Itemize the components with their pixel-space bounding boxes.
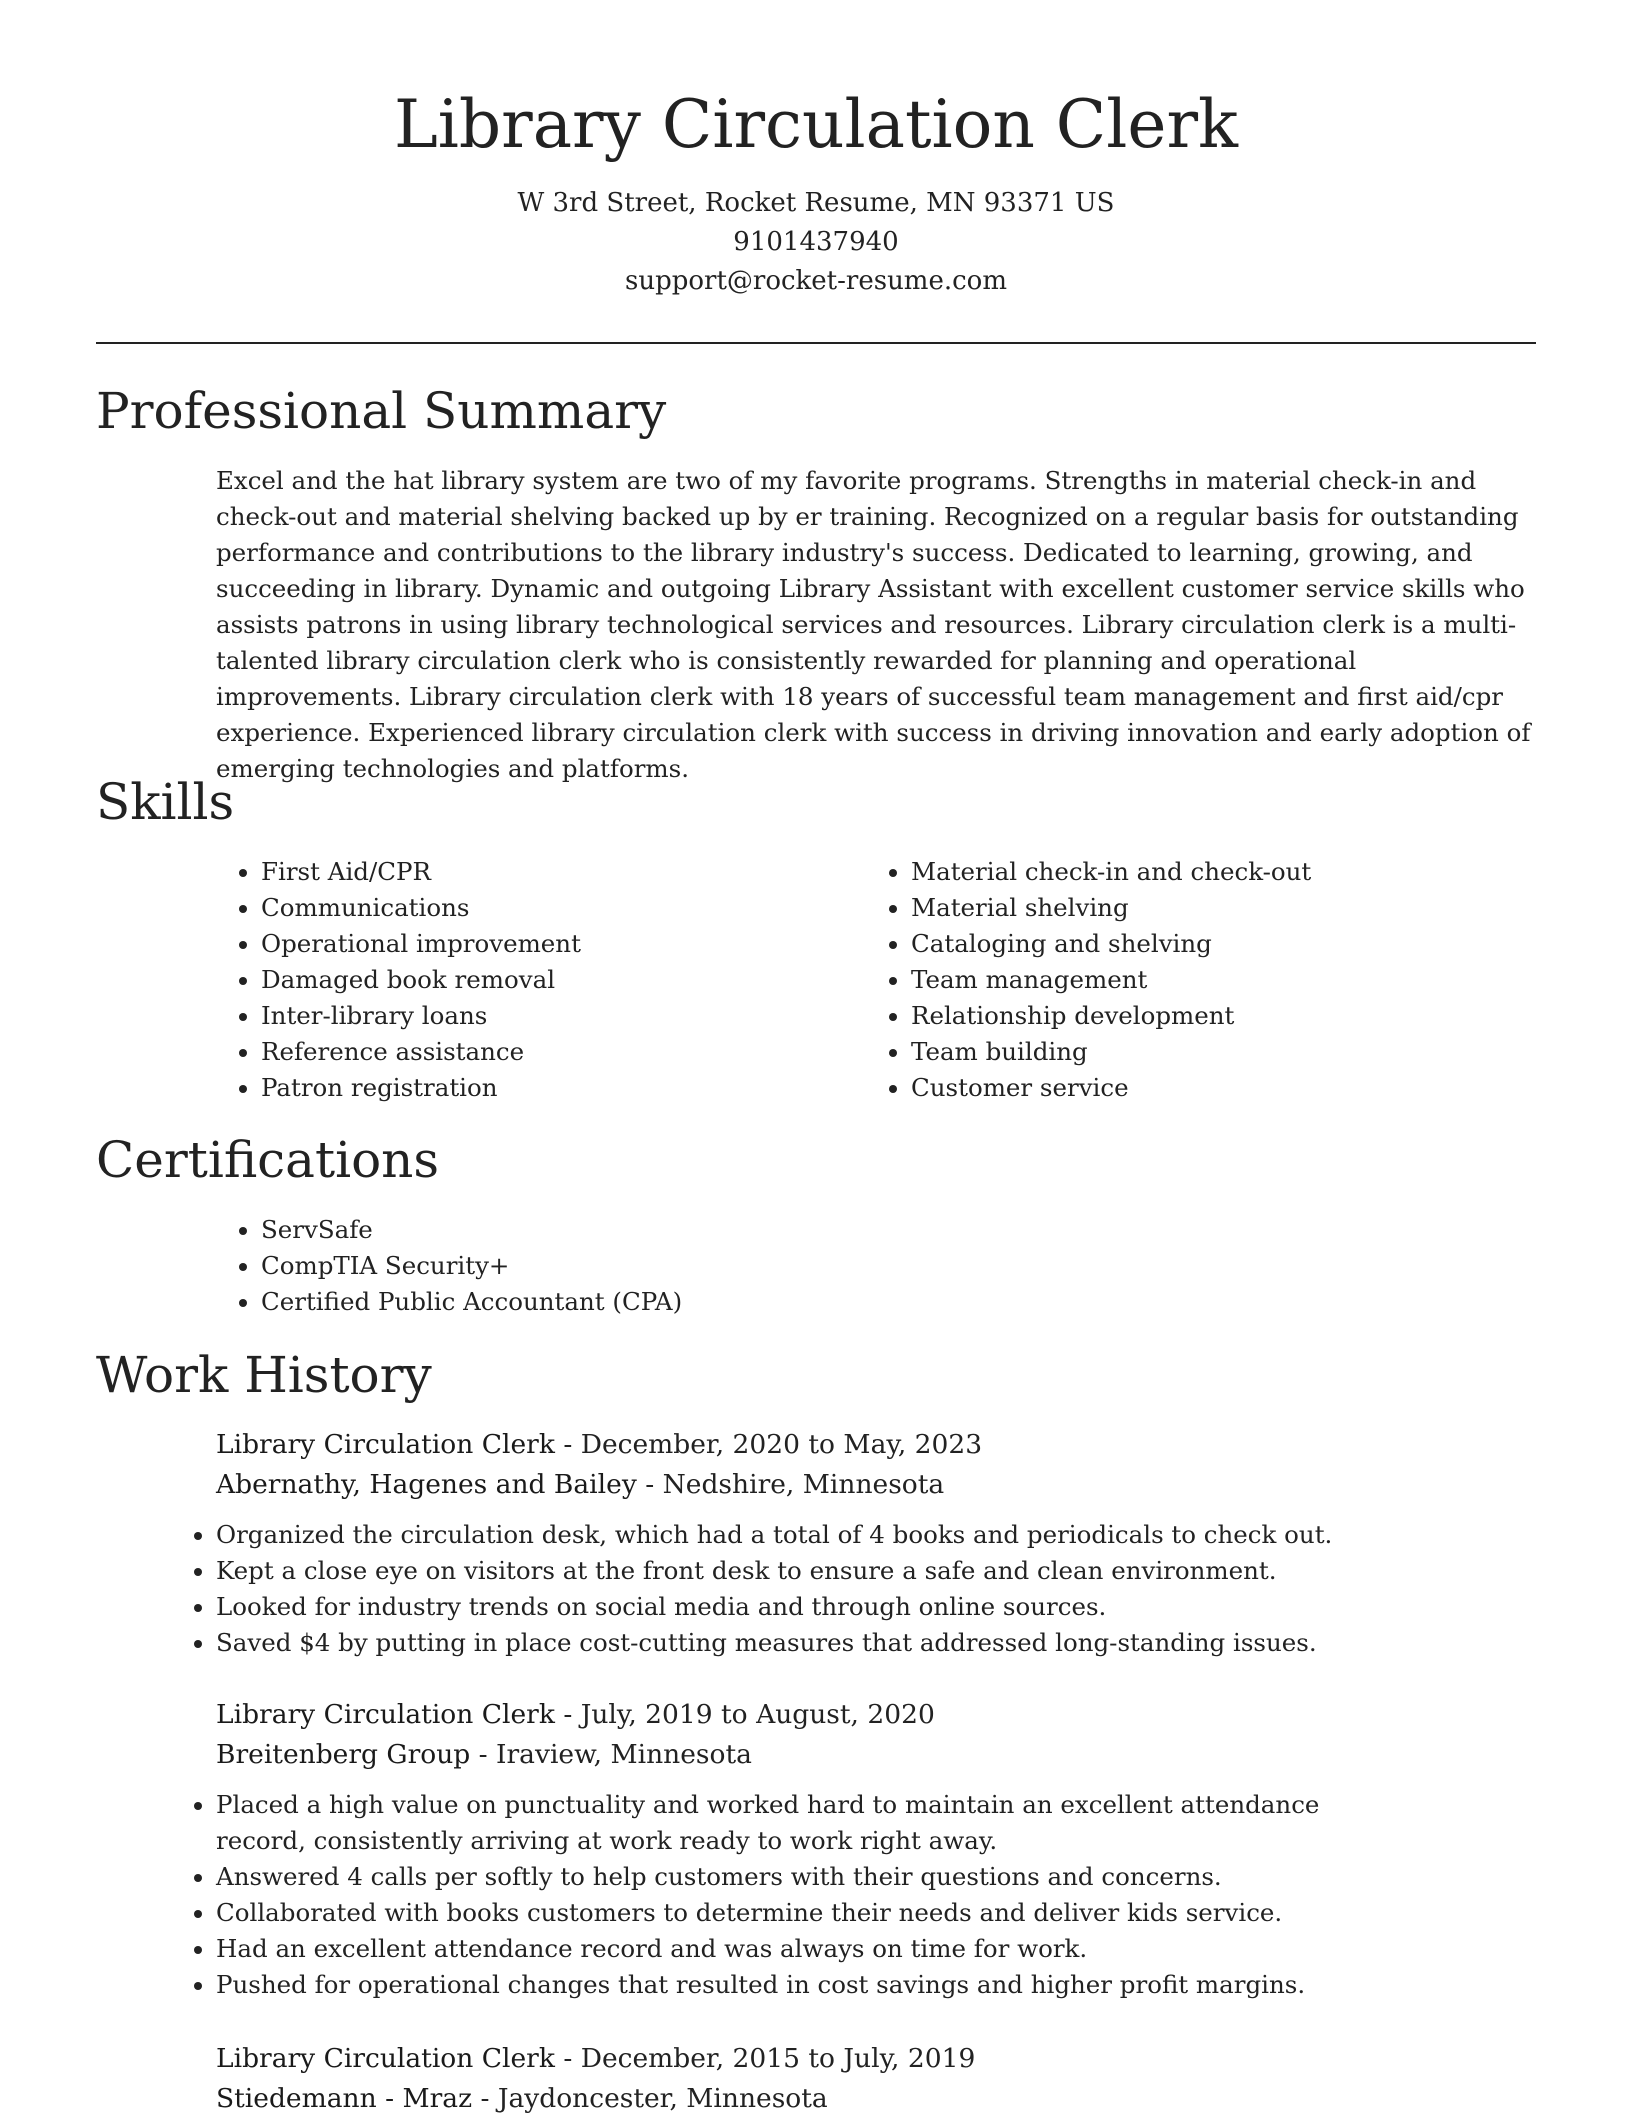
work-history-heading: Work History — [96, 1346, 432, 1404]
job-company: Abernathy, Hagenes and Bailey — [216, 1469, 637, 1500]
resume-header — [96, 80, 1536, 301]
phone-text: 9101437940 — [733, 227, 899, 257]
skill-item: • Reference assistance — [261, 1034, 581, 1070]
skill-item: • First Aid/CPR — [261, 854, 581, 890]
job-entry — [216, 1425, 1541, 1661]
certifications-list — [216, 1212, 682, 1320]
certification-item: • ServSafe — [261, 1212, 682, 1248]
job-bullet: • Collaborated with books customers to determine their needs and deliver kids service. — [216, 1895, 1401, 1931]
skill-item: • Material check-in and check-out — [911, 854, 1311, 890]
job-bullet: • Had an excellent attendance record and was always on time for work. — [216, 1931, 1401, 1967]
job-title-line — [216, 1425, 1541, 1465]
job-entry — [216, 2039, 1541, 2119]
job-dates: - December, 2020 to May, 2023 — [554, 1429, 983, 1460]
job-company: Breitenberg Group — [216, 1739, 471, 1770]
job-location: - Nedshire, Minnesota — [636, 1469, 945, 1500]
job-company-line — [216, 1735, 1541, 1775]
skill-item: • Customer service — [911, 1070, 1311, 1106]
skill-item: • Material shelving — [911, 890, 1311, 926]
header-divider — [96, 342, 1536, 344]
address-text: W 3rd Street, Rocket Resume, MN 93371 US — [517, 188, 1115, 218]
job-title: Library Circulation Clerk — [216, 1699, 555, 1730]
skills-column-right — [866, 854, 1311, 1106]
job-title-line — [216, 1695, 1541, 1735]
email-text: support@rocket-resume.com — [624, 266, 1007, 296]
certifications-heading: Certifications — [96, 1131, 440, 1189]
job-dates: - July, 2019 to August, 2020 — [554, 1699, 935, 1730]
certification-item: • CompTIA Security+ — [261, 1248, 682, 1284]
job-title: Library Circulation Clerk — [216, 1429, 555, 1460]
job-bullet: • Kept a close eye on visitors at the front desk to ensure a safe and clean environment. — [216, 1553, 1541, 1589]
job-bullet: • Organized the circulation desk, which had a total of 4 books and periodicals to check out. — [216, 1517, 1541, 1553]
job-company-line — [216, 1465, 1541, 1505]
job-bullet: • Placed a high value on punctuality and worked hard to maintain an excellent attendance record, consistently arriving at work ready to work right away. — [216, 1787, 1401, 1859]
summary-heading: Professional Summary — [96, 382, 667, 440]
job-location: - Iraview, Minnesota — [470, 1739, 752, 1770]
skill-item: • Communications — [261, 890, 581, 926]
skill-item: • Operational improvement — [261, 926, 581, 962]
job-bullet: • Saved $4 by putting in place cost-cutting measures that addressed long-standing issues. — [216, 1625, 1541, 1661]
skill-item: • Team building — [911, 1034, 1311, 1070]
job-bullet: • Pushed for operational changes that resulted in cost savings and higher profit margins. — [216, 1967, 1401, 2003]
skill-item: • Inter-library loans — [261, 998, 581, 1034]
skill-item: • Team management — [911, 962, 1311, 998]
summary-text: Excel and the hat library system are two of my favorite programs. Strengths in material check-in and check-out and material shelving backed up by er training. Recognized on a regular basis for outstanding performance and contributions to the library industry's success. Dedicated to learning, growing, and succeeding in library. Dynamic and outgoing Library Assistant with excellent customer service skills who assists patrons in using library technological services and resources. Library circulation clerk is a multi-talented library circulation clerk who is consistently rewarded for planning and operational improvements. Library circulation clerk with 18 years of successful team management and first aid/cpr experience. Experienced library circulation clerk with success in driving innovation and early adoption of emerging technologies and platforms. — [216, 466, 1531, 783]
certification-item: • Certified Public Accountant (CPA) — [261, 1284, 682, 1320]
job-location: - Jaydoncester, Minnesota — [472, 2083, 828, 2114]
job-title-line — [216, 2039, 1541, 2079]
job-company-line — [216, 2079, 1541, 2119]
job-dates: - December, 2015 to July, 2019 — [554, 2043, 976, 2074]
job-title: Library Circulation Clerk — [216, 2043, 555, 2074]
skills-heading: Skills — [96, 773, 235, 831]
candidate-name: Library Circulation Clerk — [393, 86, 1239, 163]
job-bullet: • Answered 4 calls per softly to help customers with their questions and concerns. — [216, 1859, 1401, 1895]
skill-item: • Patron registration — [261, 1070, 581, 1106]
job-entry — [216, 1695, 1541, 2003]
skill-item: • Relationship development — [911, 998, 1311, 1034]
skill-item: • Cataloging and shelving — [911, 926, 1311, 962]
skills-column-left — [216, 854, 581, 1106]
job-bullet: • Looked for industry trends on social media and through online sources. — [216, 1589, 1541, 1625]
skill-item: • Damaged book removal — [261, 962, 581, 998]
job-company: Stiedemann - Mraz — [216, 2083, 473, 2114]
